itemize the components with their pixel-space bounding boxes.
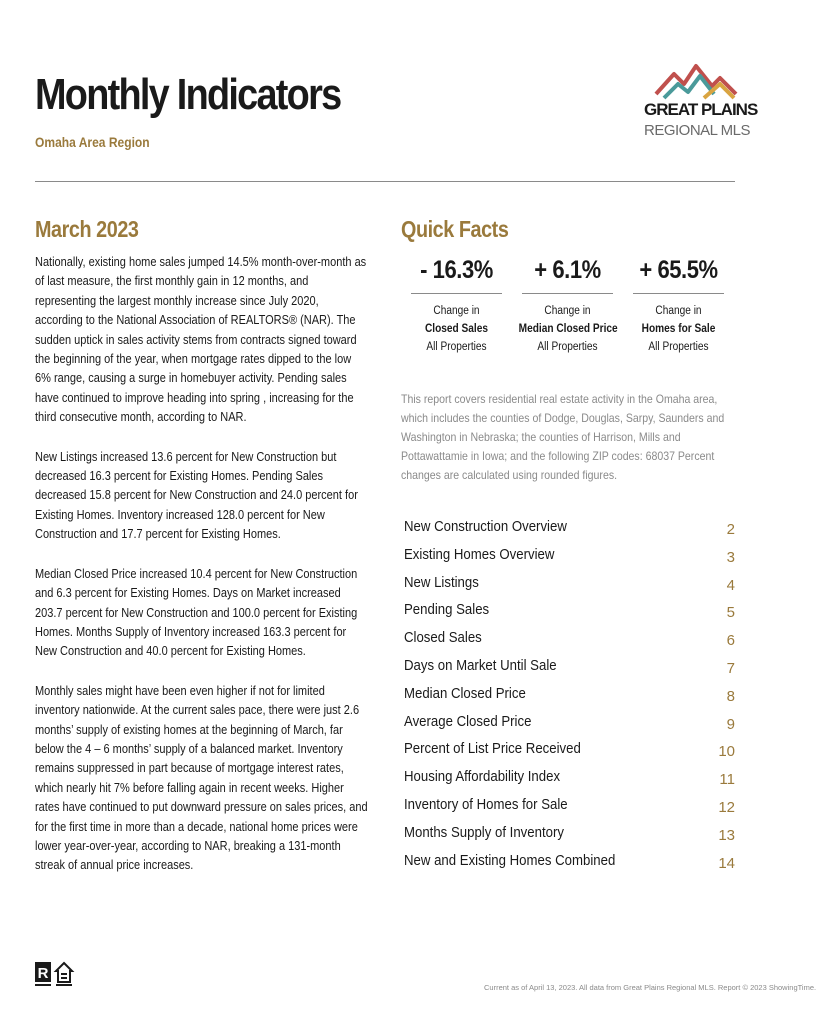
summary-text: [35, 253, 383, 896]
fact-scope: All Properties: [426, 341, 487, 353]
toc-item-page: 2: [726, 521, 735, 538]
toc-item-label: Months Supply of Inventory: [404, 823, 564, 841]
fact-divider: [633, 293, 724, 294]
region-subtitle: Omaha Area Region: [35, 134, 150, 150]
svg-text:R: R: [37, 965, 49, 982]
toc-item[interactable]: [404, 710, 735, 738]
toc-item[interactable]: [404, 793, 735, 821]
toc-item-page: 5: [726, 604, 735, 622]
great-plains-logo: [640, 62, 758, 152]
toc-item[interactable]: [404, 626, 735, 654]
footer-text: Current as of April 13, 2023. All data from Great Plains Regional MLS. Report © 2023 ShowingTime.: [484, 983, 816, 992]
toc-item-page: 11: [719, 771, 735, 789]
toc-item[interactable]: [404, 737, 735, 765]
toc-item-label: New Listings: [404, 573, 479, 591]
toc-item[interactable]: [404, 543, 735, 571]
toc-item-page: 9: [726, 715, 735, 733]
toc-item[interactable]: [404, 765, 735, 793]
toc-item-label: Pending Sales: [404, 601, 490, 619]
toc-item-page: 6: [726, 632, 735, 650]
toc-item-label: Housing Affordability Index: [404, 768, 561, 786]
fact-label: Change in: [655, 305, 702, 317]
toc-item[interactable]: [404, 849, 735, 877]
fact-metric: Median Closed Price: [518, 323, 618, 335]
toc-item-page: 3: [726, 548, 735, 566]
fact-median-price: [512, 256, 623, 356]
footer-logos: [35, 962, 75, 992]
fact-value: + 65.5%: [639, 256, 718, 284]
toc-item-label: Closed Sales: [404, 629, 482, 647]
fact-divider: [411, 293, 502, 294]
toc-item-page: 14: [718, 854, 735, 872]
toc-item-page: 12: [718, 798, 735, 816]
equal-housing-icon: [55, 962, 73, 988]
fact-closed-sales: [401, 256, 512, 356]
fact-metric: Closed Sales: [424, 323, 489, 335]
quick-facts-heading: Quick Facts: [401, 216, 509, 242]
toc-item-page: 8: [726, 687, 735, 705]
fact-value: + 6.1%: [534, 256, 601, 284]
table-of-contents: [404, 515, 735, 876]
fact-label: Change in: [433, 305, 480, 317]
toc-item[interactable]: [404, 598, 735, 626]
toc-item[interactable]: [404, 654, 735, 682]
fact-scope: All Properties: [648, 341, 709, 353]
summary-paragraph: Median Closed Price increased 10.4 percent for New Construction and 6.3 percent for Existing Homes. Days on Market increased 203.7 percent for New Construction and 100.0 percent for Existing Homes. Months Supply of Inventory increased 163.3 percent for New Construction and 40.0 percent for Existing Homes.: [35, 566, 358, 659]
toc-item-label: Existing Homes Overview: [404, 545, 555, 563]
fact-scope: All Properties: [537, 341, 598, 353]
toc-item-page: 13: [718, 826, 735, 844]
logo-subtitle: REGIONAL MLS: [644, 122, 750, 139]
toc-item-page: 7: [726, 659, 735, 677]
summary-paragraph: Nationally, existing home sales jumped 14.5% month-over-month as of last measure, the first monthly gain in 12 months, and representing the largest monthly increase since July 2020, according to the National Association of REALTORS® (NAR). The sudden uptick in sales activity stems from contracts signed toward the beginning of the year, when mortgage rates dipped to the low 6% range, causing a surge in homebuyer activity. Pending sales have continued to improve heading into spring , increasing for the third consecutive month, according to NAR.: [35, 255, 367, 425]
toc-item[interactable]: [404, 682, 735, 710]
fact-label: Change in: [544, 305, 591, 317]
summary-paragraph: Monthly sales might have been even higher if not for limited inventory nationwide. At the current sales pace, there were just 2.6 months’ supply of existing homes at the beginning of March, far below the 4 – 6 months’ supply of a balanced market. Inventory remains suppressed in part because of mortgage interest rates, which nearly hit 7% before falling again in recent weeks. Higher rates have continued to put downward pressure on sales prices, and for the first time in more than a decade, national home prices were lower year-over-year, according to NAR, breaking a 131-month streak of annual price increases.: [35, 683, 368, 873]
coverage-note: This report covers residential real estate activity in the Omaha area, which includes the counties of Dodge, Douglas, Sarpy, Saunders and Washington in Nebraska; the counties of Harrison, Mills and Pottawattamie in Iowa; and the following ZIP codes: 68037 Percent changes are calculated using rounded figures.: [401, 392, 725, 482]
month-heading: March 2023: [35, 216, 139, 242]
toc-item-label: Average Closed Price: [404, 712, 532, 730]
toc-item-label: Percent of List Price Received: [404, 740, 581, 758]
toc-item-page: 4: [726, 576, 735, 594]
toc-item[interactable]: [404, 821, 735, 849]
realtor-r-icon: [35, 962, 51, 988]
summary-paragraph: New Listings increased 13.6 percent for New Construction but decreased 16.3 percent for Existing Homes. Pending Sales decreased 15.8 percent for New Construction and 24.0 percent for Existing Homes. Inventory increased 128.0 percent for New Construction and 17.7 percent for Existing Homes.: [35, 449, 358, 542]
fact-metric: Homes for Sale: [641, 323, 716, 335]
fact-divider: [522, 293, 613, 294]
fact-homes-for-sale: [623, 256, 734, 356]
toc-item-label: Median Closed Price: [404, 684, 526, 702]
toc-item[interactable]: [404, 571, 735, 599]
logo-name: GREAT PLAINS: [644, 100, 758, 119]
toc-item[interactable]: [404, 515, 735, 543]
fact-value: - 16.3%: [420, 256, 493, 284]
page-title: Monthly Indicators: [35, 70, 341, 119]
mountains-logo-icon: [650, 62, 740, 100]
toc-item-label: Days on Market Until Sale: [404, 656, 557, 674]
toc-item-label: New Construction Overview: [404, 518, 567, 535]
toc-item-label: New and Existing Homes Combined: [404, 851, 616, 869]
toc-item-label: Inventory of Homes for Sale: [404, 795, 568, 813]
toc-item-page: 10: [718, 743, 735, 761]
header-divider: [35, 181, 735, 182]
